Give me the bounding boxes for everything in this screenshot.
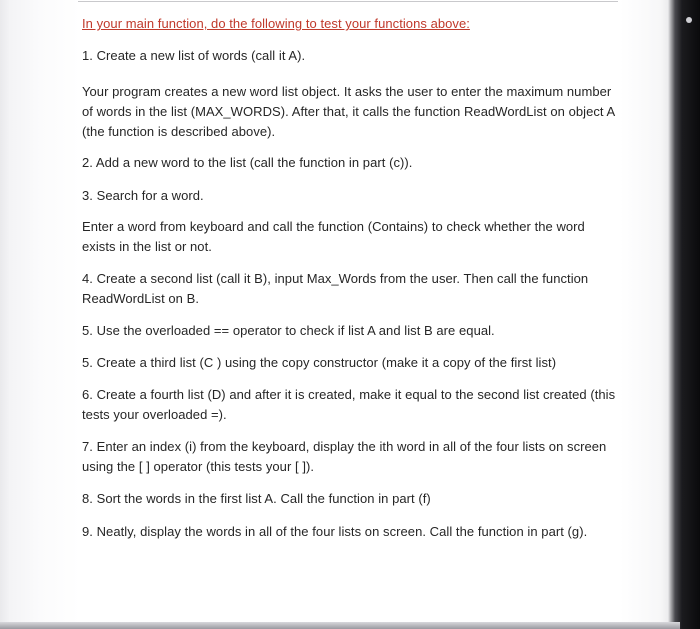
step-7: 7. Enter an index (i) from the keyboard, display the ith word in all of the four lists on screen using the [ ] operator (this tests your [ ]). <box>82 439 607 474</box>
step-8: 8. Sort the words in the first list A. Call the function in part (f) <box>82 491 431 506</box>
step-2: 2. Add a new word to the list (call the function in part (c)). <box>82 155 413 170</box>
step-1: 1. Create a new list of words (call it A). <box>82 48 306 63</box>
step-5-copy: 5. Create a third list (C ) using the copy constructor (make it a copy of the first list) <box>82 355 557 370</box>
step-4: 4. Create a second list (call it B), input Max_Words from the user. Then call the function ReadWordList on B. <box>82 271 589 306</box>
step-6: 6. Create a fourth list (D) and after it is created, make it equal to the second list created (this tests your overloaded =). <box>82 387 616 422</box>
top-divider <box>78 1 618 2</box>
bottom-edge <box>0 622 680 629</box>
step-3: 3. Search for a word. <box>82 188 204 203</box>
step-1-description: Your program creates a new word list object. It asks the user to enter the maximum number of words in the list (MAX_WORDS). After that, it calls the function ReadWordList on object A (the function is described above). <box>82 84 615 139</box>
section-heading: In your main function, do the following to test your functions above: <box>82 16 470 31</box>
step-9: 9. Neatly, display the words in all of the four lists on screen. Call the function in part (g). <box>82 524 588 539</box>
step-3-description: Enter a word from keyboard and call the function (Contains) to check whether the word exists in the list or not. <box>82 219 585 254</box>
step-5-equality: 5. Use the overloaded == operator to check if list A and list B are equal. <box>82 323 495 338</box>
edge-reflection <box>686 17 692 23</box>
document-body <box>82 14 622 553</box>
